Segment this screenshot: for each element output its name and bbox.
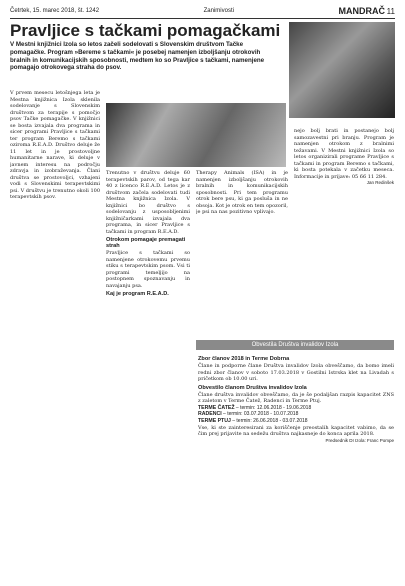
- brand-logo: MANDRAČ: [338, 6, 385, 16]
- sidebar-paragraph-1: Člane in podporne člane Društva invalidov Izola obveščamo, da bomo imeli redni zbor članov v soboto 17.03.2018 v Gostilni Istrska klet na Livadah s pričetkom ob 10.00 uri.: [198, 363, 394, 382]
- article-photo-top: [289, 22, 395, 118]
- date-issue: Četrtek, 15. marec 2018, št. 1242: [10, 8, 100, 14]
- sidebar-signature: Predsednik DI Izola: Franc Pompe: [325, 437, 394, 443]
- article-column-2: [106, 170, 190, 530]
- sidebar-subheading-2: Obvestilo članom Društva invalidov Izola: [198, 384, 307, 391]
- article-column-2b-text: Pravljice s tačkami so namenjene otrokovemu prvemu stiku s terapevtskim psom. Vsi ti programi temeljijo na postopnem spoznavanju in navajanju psa.: [106, 250, 190, 289]
- sidebar-content: [198, 354, 394, 572]
- article-column-3: Therapy Animals (ISA) in je namenjen izboljšanju otrokovih bralnih in komunikacijskih sposobnosti. Pri tem programu otrok bere psu, ki ga posluša in ne obsoja. Kot je otrok en tem opozoril, je psi na nas pozitivno vplivajo.: [196, 170, 288, 215]
- article-column-4: [294, 128, 394, 338]
- section-name: Zanimivosti: [203, 8, 234, 14]
- schedule-item: TERME ČATEŽ – termin: 12.06.2018 - 19.06.2018: [198, 404, 312, 411]
- sidebar-banner: Obvestila Društva invalidov Izola: [196, 340, 394, 350]
- article-column-4-text: nejo bolj brati in postanejo bolj samozavestni pri branju. Program je namenjen otrokom z bralnimi težavami. V Mestni knjižnici Izola so letos organizirali programe Pravljice s tačkami in program Beremo s tačkami, ki bosta potekala v začetku meseca. Informacije in prijave: 05 66 11 284.: [294, 128, 394, 180]
- subheading-read: Kaj je program R.E.A.D.: [106, 291, 169, 297]
- schedule-item: RADENCI – termin: 03.07.2018 - 10.07.2018: [198, 411, 299, 418]
- sidebar-paragraph-2: Člane društva invalidov obveščamo, da je še podaljšan razpis kapacitet ZNS z zaletom v Terme Čatež, Radenci in Terme Ptuj.: [198, 391, 394, 404]
- article-column-2-text: Trenutno v društvu deluje 60 terapevtskih parov, od tega kar 40 z licenco R.E.A.D. Letos je z društvom začela sodelovati tudi Mestna knjižnica Izola. V knjižnici bo društvo s sodelovanju z usposobljenimi knjižničarkami izvajala dva programa, in sicer Pravljice s tačkami in program R.E.A.D.: [106, 170, 190, 235]
- article-title: Pravljice s tačkami pomagačkami: [10, 21, 281, 40]
- subheading-fear: Otrokom pomagaje premagati strah: [106, 237, 186, 249]
- schedule-item: TERME PTUJ – termin: 26.06.2018 - 03.07.2018: [198, 418, 308, 424]
- article-signature: Jan Redinšek: [366, 180, 394, 185]
- page-header: [10, 6, 395, 19]
- schedule-list: [198, 405, 394, 425]
- page-number: 11: [386, 7, 395, 16]
- sidebar-subheading-1: Zbor članov 2018 in Terme Dobrna: [198, 356, 290, 362]
- article-lead: V Mestni knjižnici Izola so letos začeli sodelovati s Slovenskim društvom Tačke pomagačke. Program »Bereme s tačkami« je posebej namenjen izboljšanju otrokovih bralnih in komunikacijskih sposobnosti, medtem ko so Pravljice s tačkami, namenjene pomagajo otrokovega straha do psov.: [10, 41, 265, 72]
- sidebar-paragraph-3: Vse, ki ste zainteresirani za koriščenje preostalih kapacitet vabimo, da se čim prej prijavite na sedežu društva najkasneje do konca aprila 2018.: [198, 424, 394, 438]
- article-photo-middle: [106, 103, 286, 167]
- article-column-1: V prvem mesecu letošnjega leta je Mestna knjižnica Izola sklenila sodelovanje s Slovenskim društvom za terapije s pomočjo psov Tačke pomagačke. V knjižnici se bosta izvajala dva programa in sicer programi Pravljice s tačkami ter program Beremo s tačkami oziroma R.E.A.D. Društvo deluje že 11 let in je prostovoljne humanitarne narave, ki deluje v javnem interesu na področju zdravja in izobraževanja. Člani društva se prostovoljci, vzhajeni vodi s Slovenskimi terapevtskimi psi. V društvu je trenutno okoli 100 terapevtskih psov.: [10, 90, 100, 200]
